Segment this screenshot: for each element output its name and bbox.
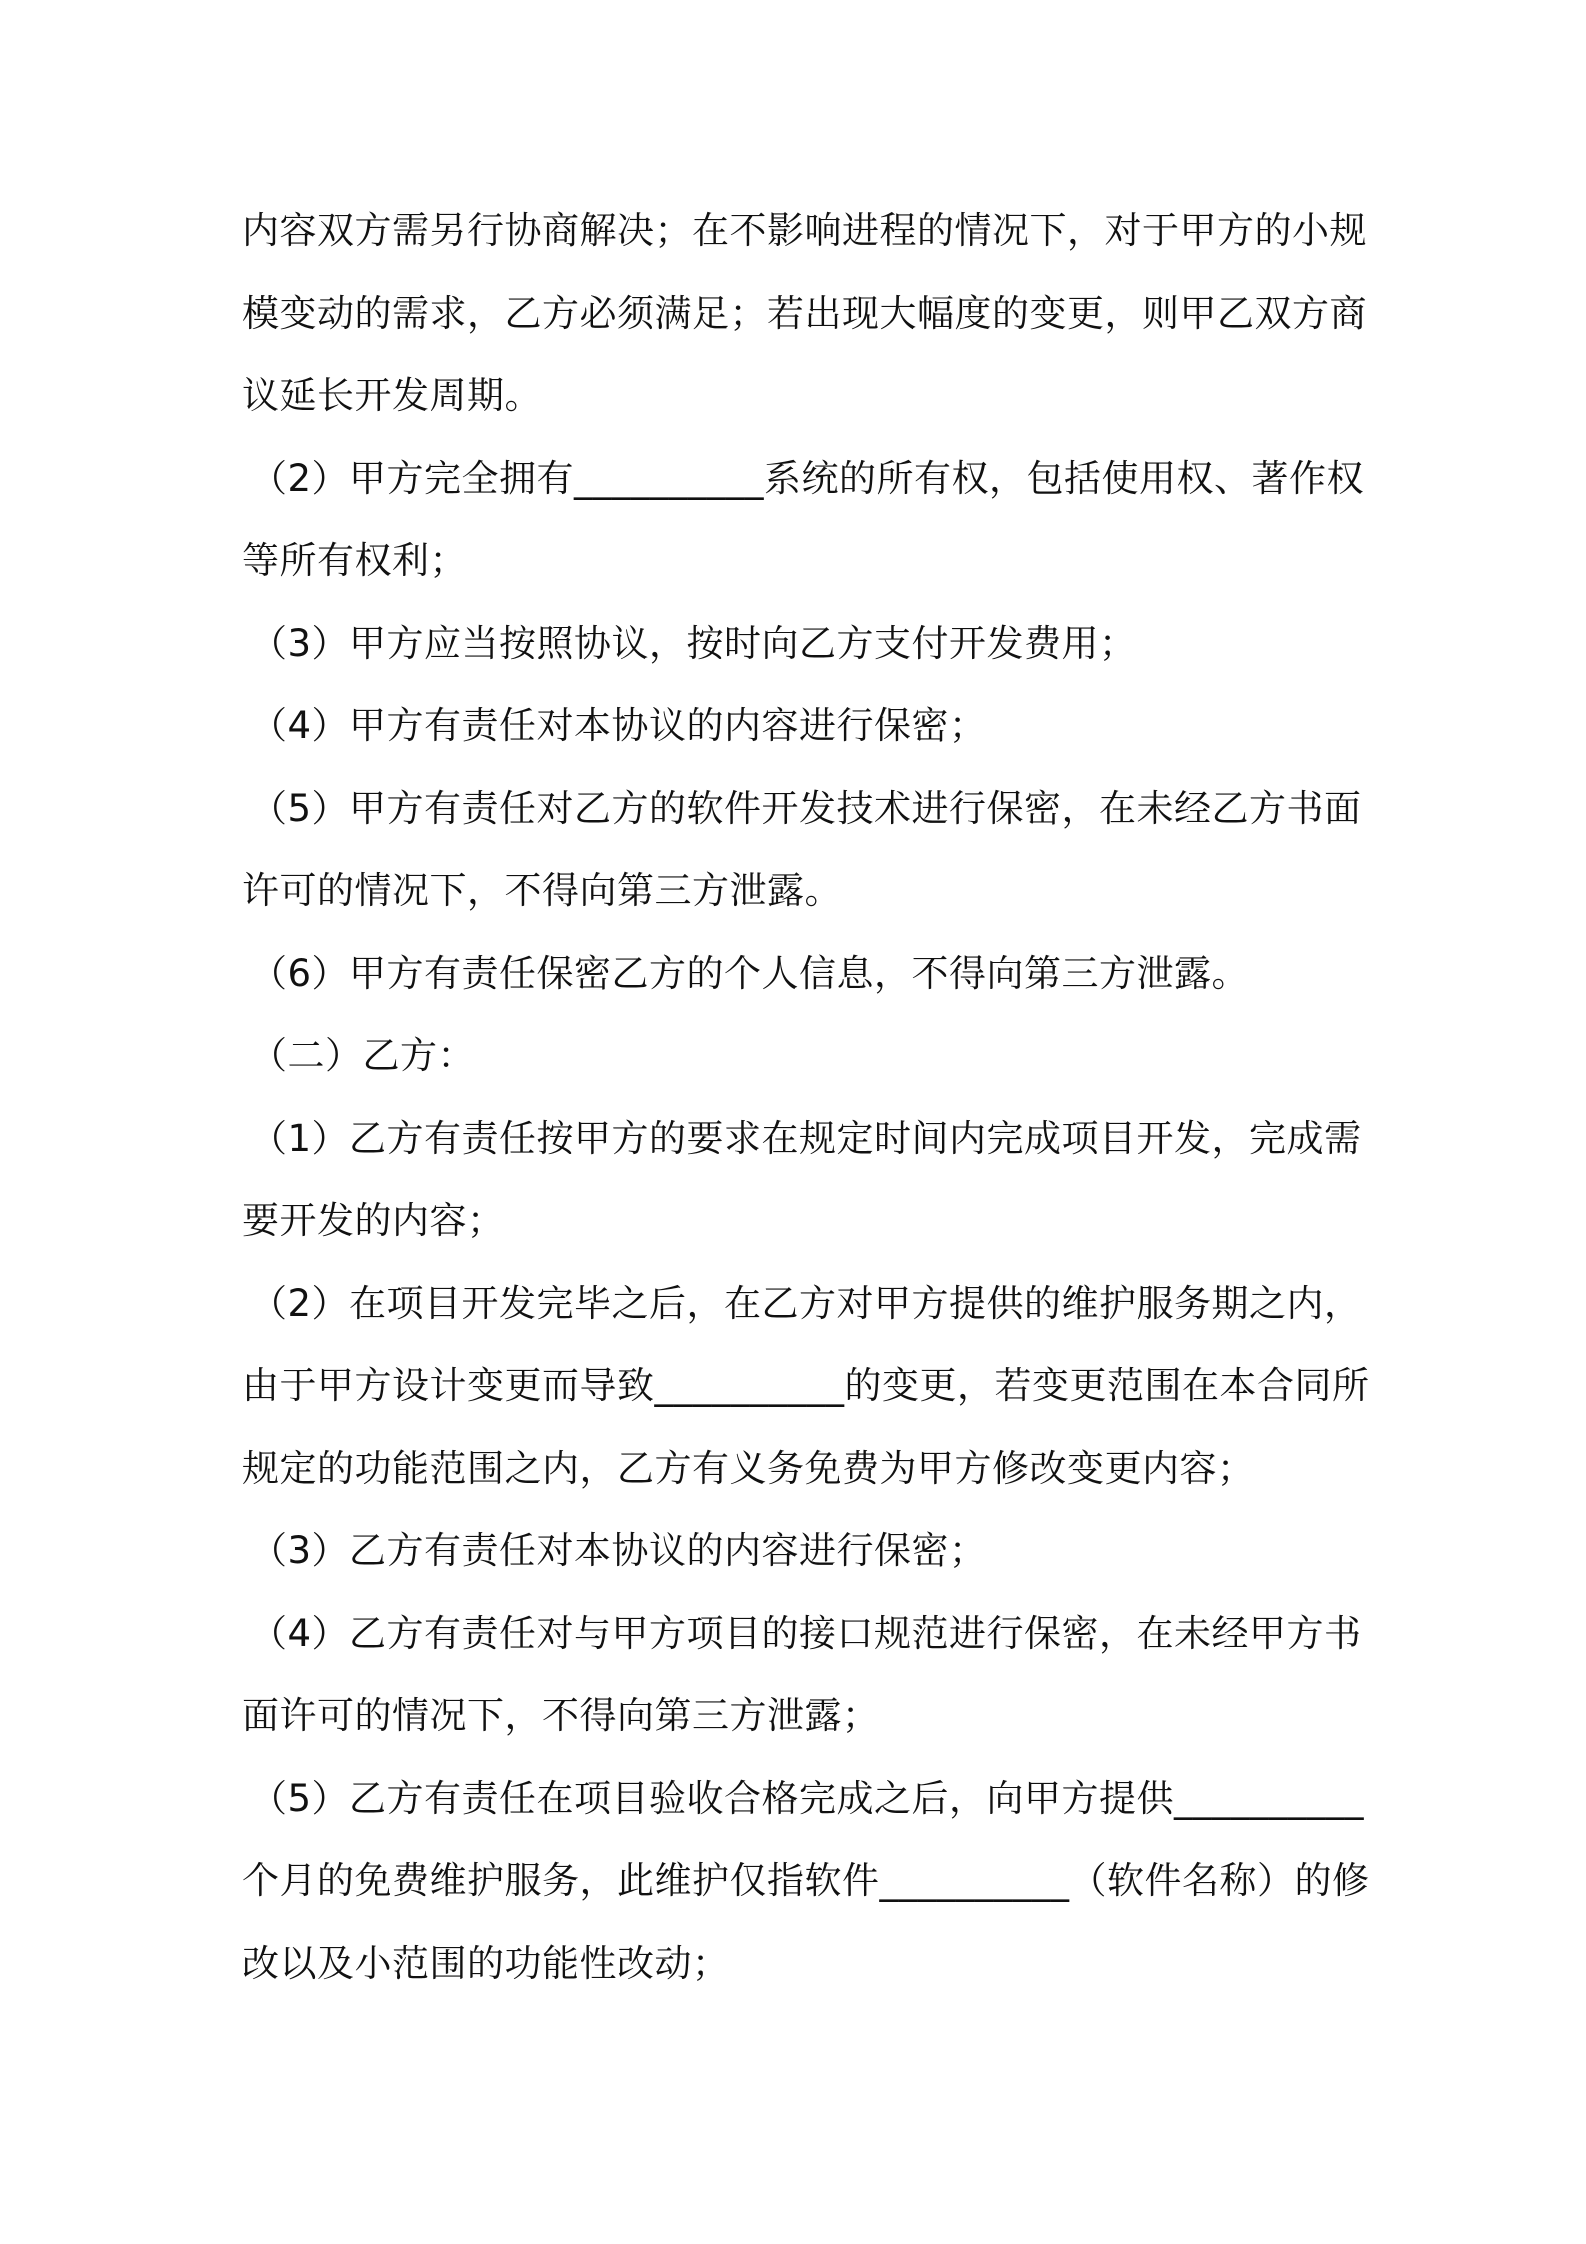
text-line: 议延长开发周期。: [242, 374, 542, 417]
clause-line: （3）乙方有责任对本协议的内容进行保密；: [250, 1529, 987, 1572]
clause-line: （5）乙方有责任在项目验收合格完成之后，向甲方提供__________: [250, 1776, 1365, 1820]
text-line: 个月的免费维护服务，此维护仅指软件__________（软件名称）的修: [242, 1859, 1370, 1902]
text-line: 改以及小范围的功能性改动；: [242, 1941, 730, 1985]
clause-line: （4）乙方有责任对与甲方项目的接口规范进行保密，在未经甲方书: [250, 1611, 1362, 1655]
clause-line: （1）乙方有责任按甲方的要求在规定时间内完成项目开发，完成需: [250, 1116, 1362, 1160]
text-line: 要开发的内容；: [242, 1199, 505, 1242]
text-line: 许可的情况下，不得向第三方泄露。: [242, 869, 842, 912]
text-line: 模变动的需求，乙方必须满足；若出现大幅度的变更，则甲乙双方商: [242, 291, 1367, 335]
text-line: 规定的功能范围之内，乙方有义务免费为甲方修改变更内容；: [242, 1446, 1255, 1490]
text-line: 等所有权利；: [242, 539, 467, 582]
text-line: 由于甲方设计变更而导致__________的变更，若变更范围在本合同所: [242, 1364, 1370, 1407]
clause-line: （2）在项目开发完毕之后，在乙方对甲方提供的维护服务期之内，: [250, 1281, 1362, 1325]
clause-line: （4）甲方有责任对本协议的内容进行保密；: [250, 704, 987, 747]
clause-line: （6）甲方有责任保密乙方的个人信息，不得向第三方泄露。: [250, 951, 1250, 995]
text-line: 面许可的情况下，不得向第三方泄露；: [242, 1694, 880, 1737]
clause-line: （2）甲方完全拥有__________系统的所有权，包括使用权、著作权: [250, 456, 1365, 500]
document-body: [242, 190, 1370, 2005]
clause-line: （5）甲方有责任对乙方的软件开发技术进行保密，在未经乙方书面: [250, 786, 1362, 830]
clause-line: （3）甲方应当按照协议，按时向乙方支付开发费用；: [250, 621, 1137, 665]
text-line: 内容双方需另行协商解决；在不影响进程的情况下，对于甲方的小规: [242, 209, 1367, 252]
section-heading: （二）乙方：: [250, 1034, 475, 1077]
